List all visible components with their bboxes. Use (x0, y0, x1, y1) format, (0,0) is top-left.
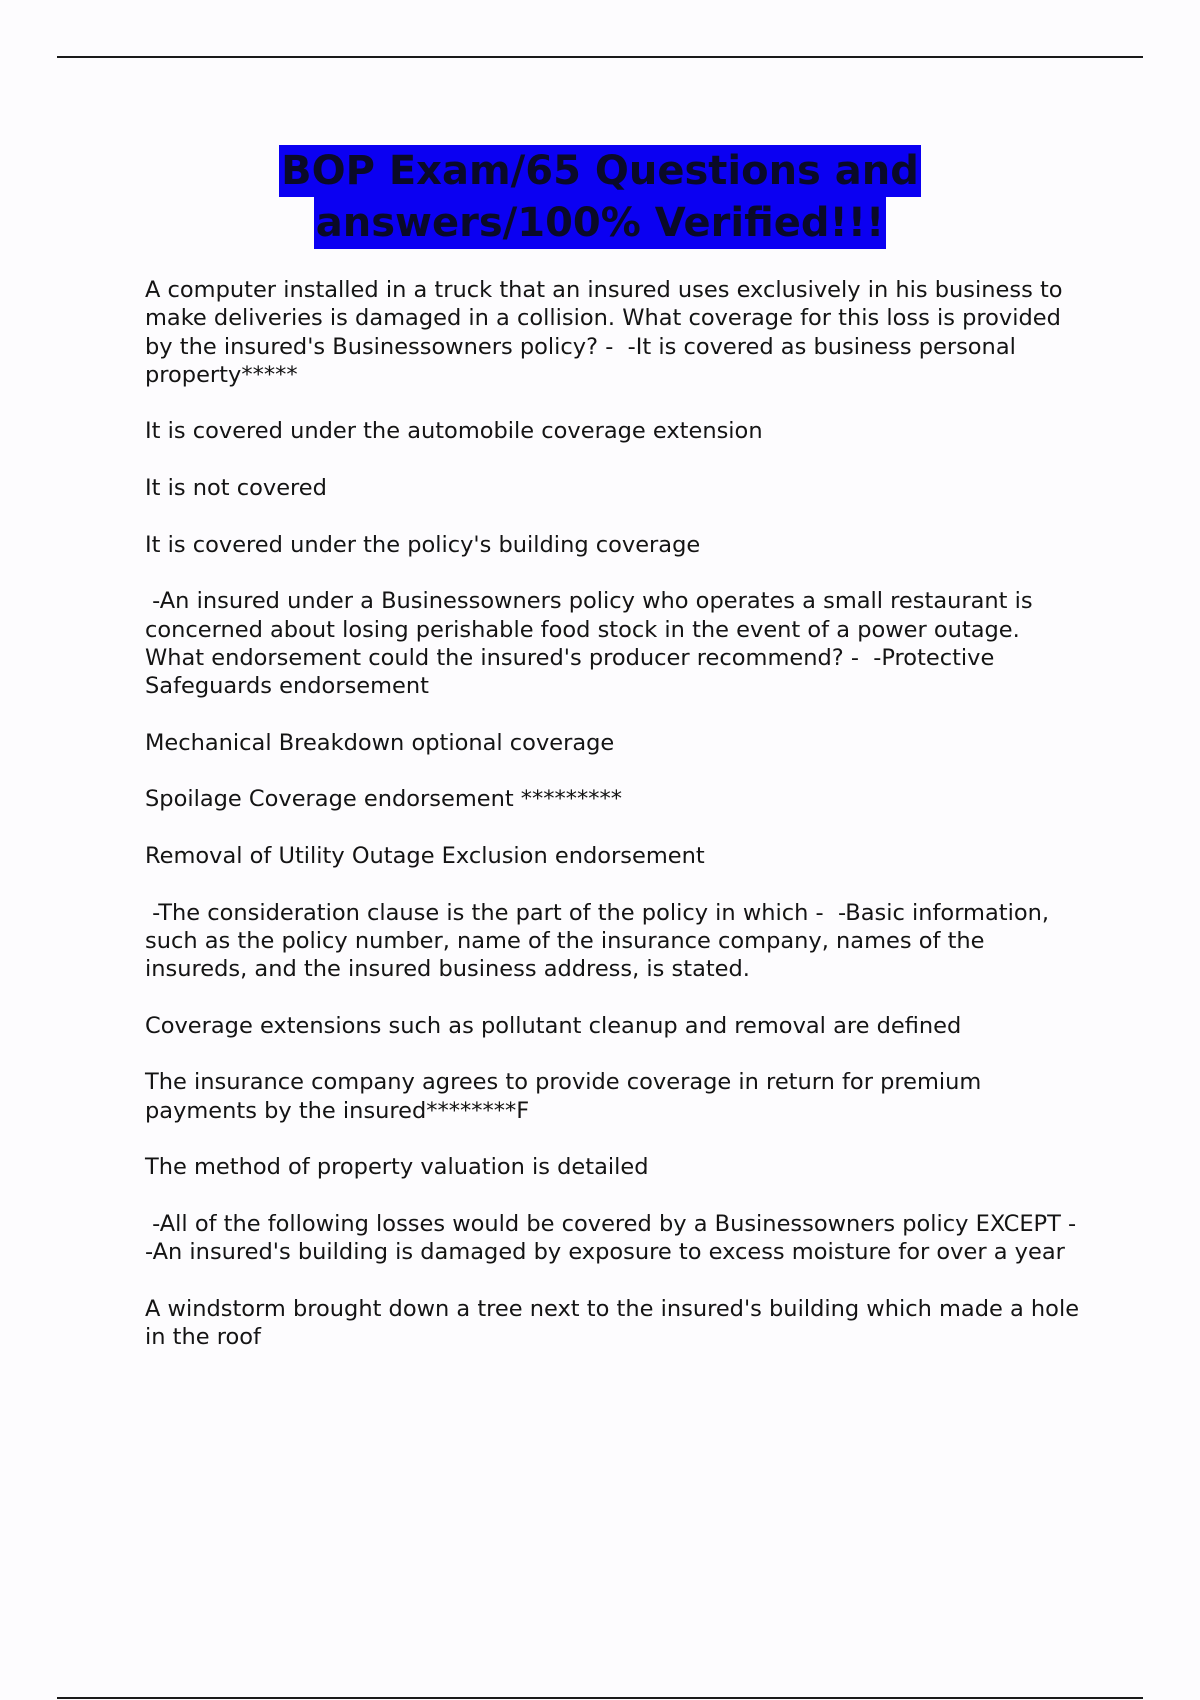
footer-rule (57, 1697, 1143, 1699)
paragraph: Removal of Utility Outage Exclusion endorsement (145, 842, 705, 869)
paragraph: It is covered under the policy's building coverage (145, 531, 701, 558)
paragraph: A windstorm brought down a tree next to the insured's building which made a hole in the roof (145, 1295, 1087, 1350)
paragraph: It is covered under the automobile coverage extension (145, 418, 763, 445)
paragraph: The method of property valuation is detailed (145, 1154, 649, 1181)
paragraph: It is not covered (145, 475, 327, 502)
paragraph: Mechanical Breakdown optional coverage (145, 729, 615, 756)
header-rule (57, 56, 1143, 58)
title-line-1: BOP Exam/65 Questions and (279, 145, 921, 197)
paragraph: Coverage extensions such as pollutant cleanup and removal are defined (145, 1012, 962, 1039)
paragraph: A computer installed in a truck that an insured uses exclusively in his business to make deliveries is damaged in a collision. What coverage for this loss is provided by the insured's Businessowners policy? - -It is covered as business personal property***** (145, 277, 1070, 388)
paragraph: Spoilage Coverage endorsement ********* (145, 786, 623, 813)
paragraph: -All of the following losses would be covered by a Businessowners policy EXCEPT - -An insured's building is damaged by exposure to excess moisture for over a year (145, 1210, 1091, 1266)
paragraph: -The consideration clause is the part of the policy in which - -Basic information, such as the policy number, name of the insurance company, names of the insureds, and the insured business address, is stated. (145, 899, 1057, 983)
document-title (0, 145, 1200, 249)
document-body (145, 276, 1091, 1380)
title-line-2: answers/100% Verified!!! (314, 197, 886, 249)
paragraph: -An insured under a Businessowners policy who operates a small restaurant is concerned about losing perishable food stock in the event of a power outage. What endorsement could the insured's producer recommend? - -Protective Safeguards endorsement (145, 588, 1040, 700)
paragraph: The insurance company agrees to provide coverage in return for premium payments by the insured********F (145, 1069, 989, 1124)
